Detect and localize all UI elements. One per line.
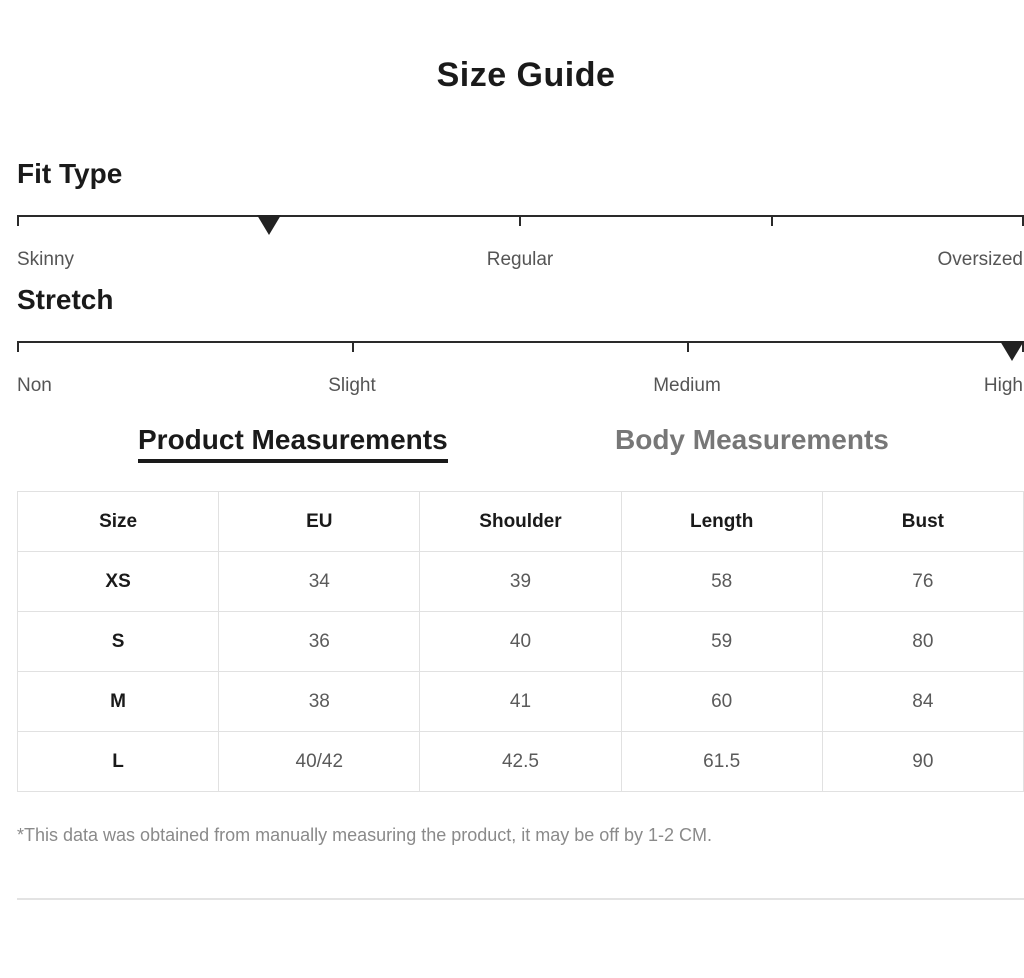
stretch-tick	[352, 341, 354, 352]
shoulder-cell: 40	[420, 612, 621, 672]
tab-product-measurements-label: Product Measurements	[138, 424, 448, 455]
length-cell: 58	[621, 552, 822, 612]
eu-cell: 36	[219, 612, 420, 672]
stretch-tick	[687, 341, 689, 352]
shoulder-cell: 42.5	[420, 732, 621, 792]
header-shoulder: Shoulder	[420, 492, 621, 552]
eu-cell: 38	[219, 672, 420, 732]
size-cell: M	[18, 672, 219, 732]
stretch-label-high: High	[983, 375, 1023, 396]
length-cell: 61.5	[621, 732, 822, 792]
fit-type-heading: Fit Type	[17, 158, 123, 189]
fit-type-scale	[17, 215, 1024, 217]
table-row	[18, 612, 1024, 672]
bust-cell: 76	[822, 552, 1023, 612]
fit-type-label-oversized: Oversized	[937, 249, 1023, 270]
stretch-label-non: Non	[17, 375, 52, 396]
header-eu: EU	[219, 492, 420, 552]
size-cell: S	[18, 612, 219, 672]
size-cell: L	[18, 732, 219, 792]
eu-cell: 40/42	[219, 732, 420, 792]
tab-body-measurements-label: Body Measurements	[615, 424, 889, 455]
table-row	[18, 552, 1024, 612]
stretch-label-slight: Slight	[328, 375, 376, 396]
bust-cell: 84	[822, 672, 1023, 732]
header-bust: Bust	[822, 492, 1023, 552]
measurement-footnote: *This data was obtained from manually measuring the product, it may be off by 1-2 CM.	[17, 825, 713, 845]
fit-type-label-skinny: Skinny	[17, 249, 75, 270]
shoulder-cell: 39	[420, 552, 621, 612]
bust-cell: 90	[822, 732, 1023, 792]
size-cell: XS	[18, 552, 219, 612]
length-cell: 60	[621, 672, 822, 732]
stretch-label-medium: Medium	[653, 375, 721, 396]
fit-type-tick	[17, 215, 19, 226]
table-row	[18, 672, 1024, 732]
measurements-table	[17, 491, 1024, 792]
fit-type-marker-icon	[257, 215, 281, 235]
stretch-scale	[17, 341, 1024, 343]
tab-product-measurements[interactable]	[138, 424, 448, 456]
stretch-heading: Stretch	[17, 284, 114, 315]
eu-cell: 34	[219, 552, 420, 612]
bottom-divider	[17, 898, 1024, 900]
fit-type-tick	[1022, 215, 1024, 226]
fit-type-label-regular: Regular	[486, 249, 554, 270]
bust-cell: 80	[822, 612, 1023, 672]
header-length: Length	[621, 492, 822, 552]
active-tab-underline	[138, 459, 448, 463]
length-cell: 59	[621, 612, 822, 672]
shoulder-cell: 41	[420, 672, 621, 732]
tab-body-measurements[interactable]	[615, 424, 889, 456]
table-row	[18, 732, 1024, 792]
stretch-tick	[17, 341, 19, 352]
stretch-marker-icon	[1000, 341, 1024, 361]
fit-type-tick	[519, 215, 521, 226]
header-size: Size	[18, 492, 219, 552]
page-title: Size Guide	[436, 56, 616, 94]
table-header-row	[18, 492, 1024, 552]
fit-type-tick	[771, 215, 773, 226]
